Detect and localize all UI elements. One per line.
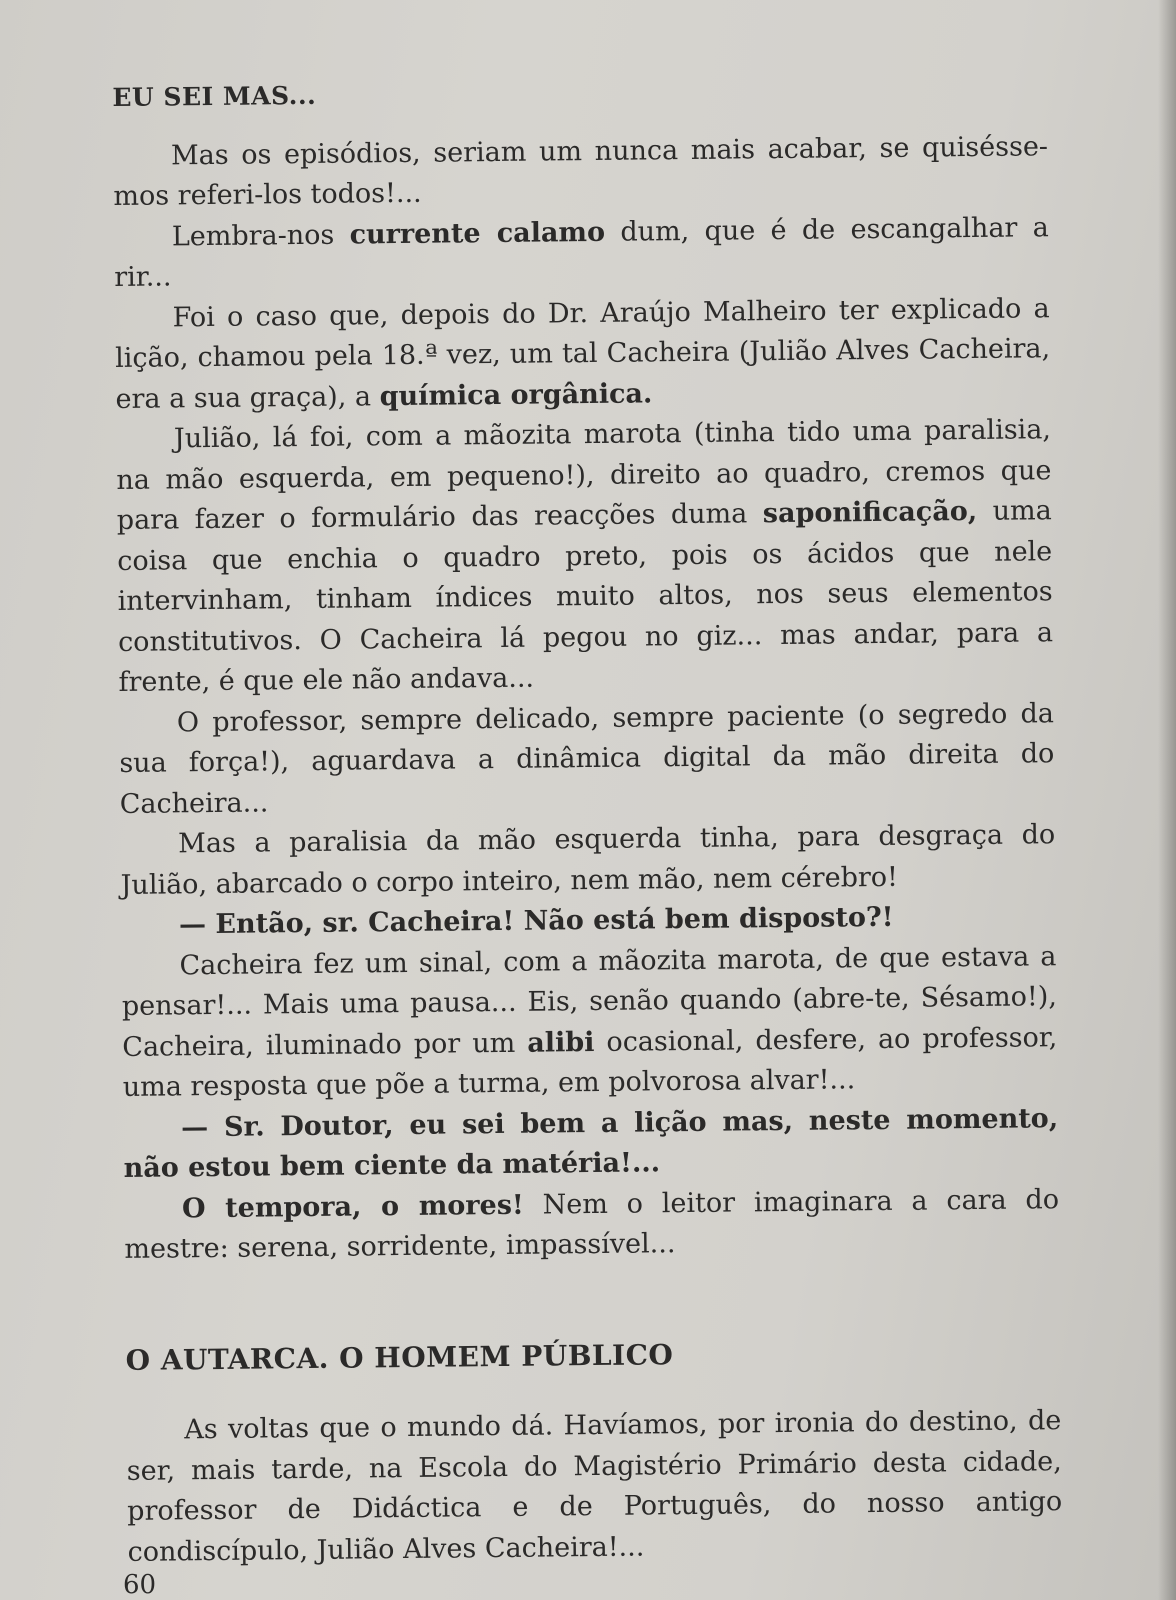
paragraph-text: O professor, sempre delicado, sempre paciente (o segredo da sua força!), aguardava a dinâmica digital da mão direita do Cacheira... (119, 697, 1055, 820)
paragraph (116, 410, 1054, 703)
bold-phrase: alibi (527, 1026, 595, 1059)
paragraph-text: Julião, lá foi, com a mãozita marota (tinha tido uma paralisia, na mão esquerda, em pequeno!), direito ao quadro, cremos que para fazer o formulário das reacções duma (116, 414, 1052, 536)
paragraph (126, 1401, 1063, 1573)
page-number: 60 (123, 1570, 157, 1600)
book-spine-shadow (1158, 0, 1176, 1600)
bold-phrase: química orgânica. (379, 377, 653, 412)
paragraph-text: ocasional, desfere, ao professor, uma resposta que põe a turma, em polvorosa alvar!... (122, 1021, 1058, 1103)
paragraph-text: Mas os episódios, seriam um nunca mais acabar, se quiséssemos referi-los todos!... (113, 130, 1049, 212)
paragraph (113, 127, 1049, 218)
paragraph (121, 937, 1058, 1109)
paragraph (120, 815, 1056, 906)
paragraph-text: Mas a paralisia da mão esquerda tinha, para desgraça do Julião, abarcado o corpo inteiro, nem mão, nem cérebro! (120, 819, 1056, 901)
paragraph-text: As voltas que o mundo dá. Havíamos, por ironia do destino, de ser, mais tarde, na Escola do Magistério Primário desta cidade, professor de Didáctica e de Português, do nosso antigo condiscípulo, Julião Alves Cacheira!... (126, 1405, 1063, 1568)
bold-phrase: O tempora, o mores! (181, 1189, 524, 1224)
bold-phrase: saponificação, (762, 495, 978, 530)
section-heading-o-autarca: O AUTARCA. O HOMEM PÚBLICO (125, 1337, 674, 1377)
paragraph-text: — Sr. Doutor, eu sei bem a lição mas, neste momento, não estou bem ciente da matéria!... (123, 1102, 1059, 1184)
page-content (112, 50, 1063, 1573)
paragraph (119, 694, 1055, 825)
paragraph-text: — Então, sr. Cacheira! Não está bem disposto?! (178, 901, 894, 941)
bold-phrase: currente calamo (349, 216, 606, 251)
dialogue-line (123, 1099, 1059, 1190)
paragraph-text: Cacheira fez um sinal, com a mãozita marota, de que estava a pensar!... Mais uma pausa... Eis, senão quando (abre-te, Sésamo!), Cacheira, iluminado por um (121, 940, 1058, 1063)
paragraph-text: Foi o caso que, depois do Dr. Araújo Malheiro ter explicado a lição, chamou pela 18.ª vez, um tal Cacheira (Julião Alves Cacheira, era a sua graça), a (114, 292, 1051, 415)
paragraph (124, 1180, 1060, 1271)
paragraph-text: Lembra-nos (171, 219, 350, 252)
paragraph-text: Nem o leitor imaginara a cara do mestre: serena, sorridente, impassível... (124, 1183, 1060, 1265)
paragraph-text: dum, que é de escangalhar a rir... (114, 211, 1049, 293)
paragraph (114, 289, 1050, 420)
section-heading-eu-sei-mas: EU SEI MAS... (112, 80, 317, 112)
paragraph (114, 208, 1050, 299)
paragraph-text: uma coisa que enchia o quadro preto, pois os ácidos que nele intervinham, tinham índices muito altos, nos seus elementos constitutivos. O Cacheira lá pegou no giz... mas andar, para a frente, é que ele não andava... (117, 495, 1054, 698)
